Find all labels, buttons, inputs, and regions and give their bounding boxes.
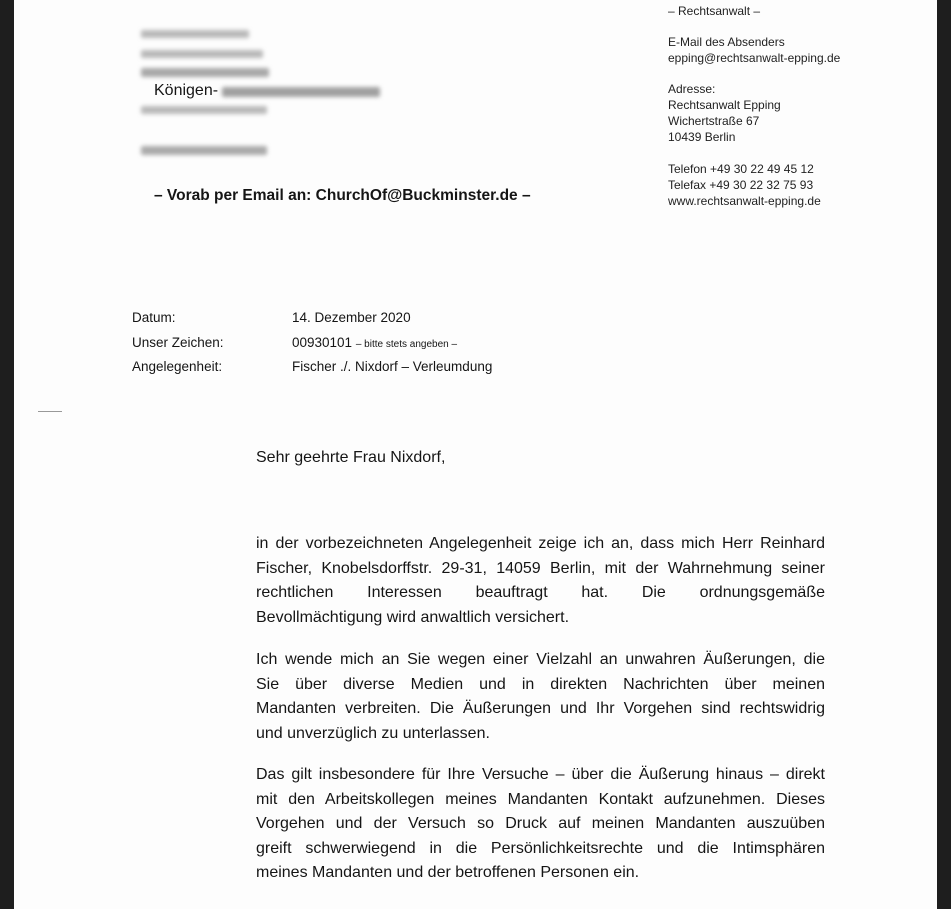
date-value: 14. Dezember 2020: [292, 310, 411, 325]
sender-website: www.rechtsanwalt-epping.de: [668, 194, 821, 208]
sender-address-label: Adresse:: [668, 82, 716, 96]
paragraph-2: [256, 648, 825, 746]
sender-contact-block: [668, 161, 821, 209]
paragraph-line: Mandanten verbreiten. Die Äußerungen und Ihr Vorgehen sind rechtswidrig: [256, 700, 825, 717]
reference-label: Unser Zeichen:: [132, 335, 224, 350]
sender-city: 10439 Berlin: [668, 130, 736, 144]
scan-border-right: [937, 0, 951, 909]
sender-email-block: [668, 34, 840, 66]
sender-phone: Telefon +49 30 22 49 45 12: [668, 162, 814, 176]
paragraph-line: Vorgehen und der Versuch so Druck auf meinen Mandanten auszuüben: [256, 815, 825, 832]
redacted-name: [222, 87, 380, 97]
paragraph-line: Bevollmächtigung wird anwaltlich versichert.: [256, 608, 570, 626]
reference-value-group: [292, 335, 457, 350]
paragraph-line: greift schwerwiegend in die Persönlichkeitsrechte und die Intimsphären: [256, 839, 825, 857]
date-label: Datum:: [132, 310, 176, 325]
redacted-line-4: [141, 106, 267, 114]
paragraph-line: Sie über diverse Medien und in direkten Nachrichten über meinen: [256, 675, 825, 693]
salutation: Sehr geehrte Frau Nixdorf,: [256, 449, 446, 466]
recipient-name: Königen-: [154, 82, 219, 99]
paragraph-line: Das gilt insbesondere für Ihre Versuche – über die Äußerung hinaus – direkt: [256, 766, 825, 783]
redacted-line-1: [141, 30, 249, 38]
paragraph-line: mit den Arbeitskollegen meines Mandanten Kontakt aufzunehmen. Dieses: [256, 790, 825, 808]
sender-address-block: [668, 81, 781, 145]
paragraph-1: [256, 532, 825, 630]
paragraph-line: rechtlichen Interessen beauftragt hat. Die ordnungsgemäße: [256, 584, 825, 601]
redacted-line-5: [141, 146, 267, 155]
subject-value: Fischer ./. Nixdorf – Verleumdung: [292, 359, 493, 374]
fold-mark: [38, 411, 62, 412]
sender-address-name: Rechtsanwalt Epping: [668, 98, 781, 112]
subject-label: Angelegenheit:: [132, 359, 223, 374]
sender-email-label: E-Mail des Absenders: [668, 35, 785, 49]
reference-note: – bitte stets angeben –: [355, 339, 458, 350]
vorab-email-note: – Vorab per Email an: ChurchOf@Buckminster.de –: [154, 187, 531, 204]
scan-border-left: [0, 0, 14, 909]
sender-fax: Telefax +49 30 22 32 75 93: [668, 178, 814, 192]
paragraph-line: Ich wende mich an Sie wegen einer Vielzahl an unwahren Äußerungen, die: [256, 651, 825, 668]
paragraph-line: und unverzüglich zu unterlassen.: [256, 724, 490, 742]
sender-title: – Rechtsanwalt –: [668, 4, 761, 18]
sender-email: epping@rechtsanwalt-epping.de: [668, 51, 841, 65]
sender-street: Wichertstraße 67: [668, 114, 760, 128]
paragraph-3: [256, 763, 825, 886]
paragraph-line: meines Mandanten und der betroffenen Personen ein.: [256, 864, 640, 881]
redacted-line-3: [141, 68, 269, 77]
paragraph-line: in der vorbezeichneten Angelegenheit zeige ich an, dass mich Herr Reinhard: [256, 535, 825, 552]
reference-value: 00930101: [292, 335, 353, 350]
paragraph-line: Fischer, Knobelsdorffstr. 29-31, 14059 Berlin, mit der Wahrnehmung seiner: [256, 559, 825, 577]
sender-block: [668, 3, 760, 19]
redacted-line-2: [141, 50, 263, 58]
